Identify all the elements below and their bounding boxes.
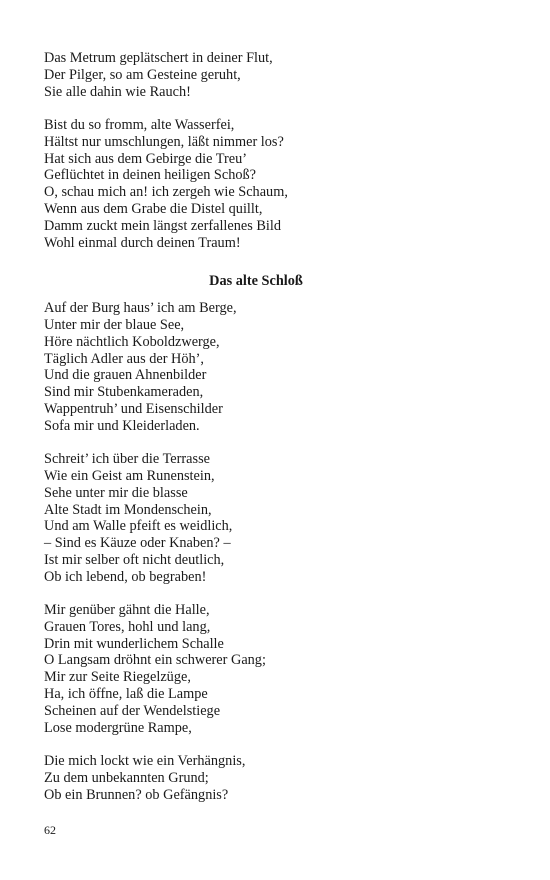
verse-line: Auf der Burg haus’ ich am Berge, — [44, 300, 237, 317]
stanza — [44, 50, 514, 100]
stanza — [44, 300, 514, 434]
verse-line: Hat sich aus dem Gebirge die Treu’ — [44, 150, 248, 167]
verse-line: Lose modergrüne Rampe, — [44, 719, 192, 736]
verse-line: Drin mit wunderlichem Schalle — [44, 635, 224, 652]
page-number: 62 — [44, 823, 56, 837]
verse-line: Mir zur Seite Riegelzüge, — [44, 669, 191, 686]
verse-line: Wappentruh’ und Eisenschilder — [44, 400, 223, 417]
verse-line: Sehe unter mir die blasse — [44, 484, 188, 501]
verse-line: Höre nächtlich Koboldzwerge, — [44, 333, 220, 350]
verse-line: O, schau mich an! ich zergeh wie Schaum, — [44, 184, 288, 201]
verse-line: Grauen Tores, hohl und lang, — [44, 618, 211, 635]
verse-line: Ha, ich öffne, laß die Lampe — [44, 686, 208, 703]
verse-line: Alte Stadt im Mondenschein, — [44, 501, 212, 518]
verse-line: Täglich Adler aus der Höh’, — [44, 350, 204, 367]
verse-line: Unter mir der blaue See, — [44, 316, 185, 333]
verse-line: Wie ein Geist am Runenstein, — [44, 467, 215, 484]
verse-line: Bist du so fromm, alte Wasserfei, — [44, 116, 235, 133]
page-body — [44, 50, 514, 820]
verse-line: Schreit’ ich über die Terrasse — [44, 451, 210, 468]
verse-line: Zu dem unbekannten Grund; — [44, 769, 209, 786]
stanza — [44, 602, 514, 736]
verse-line: Der Pilger, so am Gesteine geruht, — [44, 66, 241, 83]
verse-line: Mir genüber gähnt die Halle, — [44, 602, 210, 619]
verse-line: Und am Walle pfeift es weidlich, — [44, 518, 233, 535]
stanza — [44, 753, 514, 803]
verse-line: Scheinen auf der Wendelstiege — [44, 702, 221, 719]
verse-line: Ob ich lebend, ob begraben! — [44, 568, 207, 585]
stanza — [44, 451, 514, 585]
verse-line: Die mich lockt wie ein Verhängnis, — [44, 753, 246, 770]
verse-line: Ob ein Brunnen? ob Gefängnis? — [44, 786, 229, 803]
verse-line: Ist mir selber oft nicht deutlich, — [44, 551, 225, 568]
verse-line: Wohl einmal durch deinen Traum! — [44, 234, 241, 251]
poem-title: Das alte Schloß — [209, 273, 303, 290]
stanza — [44, 117, 514, 251]
verse-line: Damm zuckt mein längst zerfallenes Bild — [44, 217, 282, 234]
verse-line: Und die grauen Ahnenbilder — [44, 367, 207, 384]
verse-line: Sie alle dahin wie Rauch! — [44, 83, 191, 100]
verse-line: Sofa mir und Kleiderladen. — [44, 417, 200, 434]
verse-line: Hältst nur umschlungen, läßt nimmer los? — [44, 133, 284, 150]
verse-line: – Sind es Käuze oder Knaben? – — [44, 535, 231, 552]
verse-line: Wenn aus dem Grabe die Distel quillt, — [44, 200, 263, 217]
verse-line: Das Metrum geplätschert in deiner Flut, — [44, 50, 273, 66]
verse-line: Geflüchtet in deinen heiligen Schoß? — [44, 167, 257, 184]
verse-line: Sind mir Stubenkameraden, — [44, 384, 204, 401]
verse-line: O Langsam dröhnt ein schwerer Gang; — [44, 652, 266, 669]
